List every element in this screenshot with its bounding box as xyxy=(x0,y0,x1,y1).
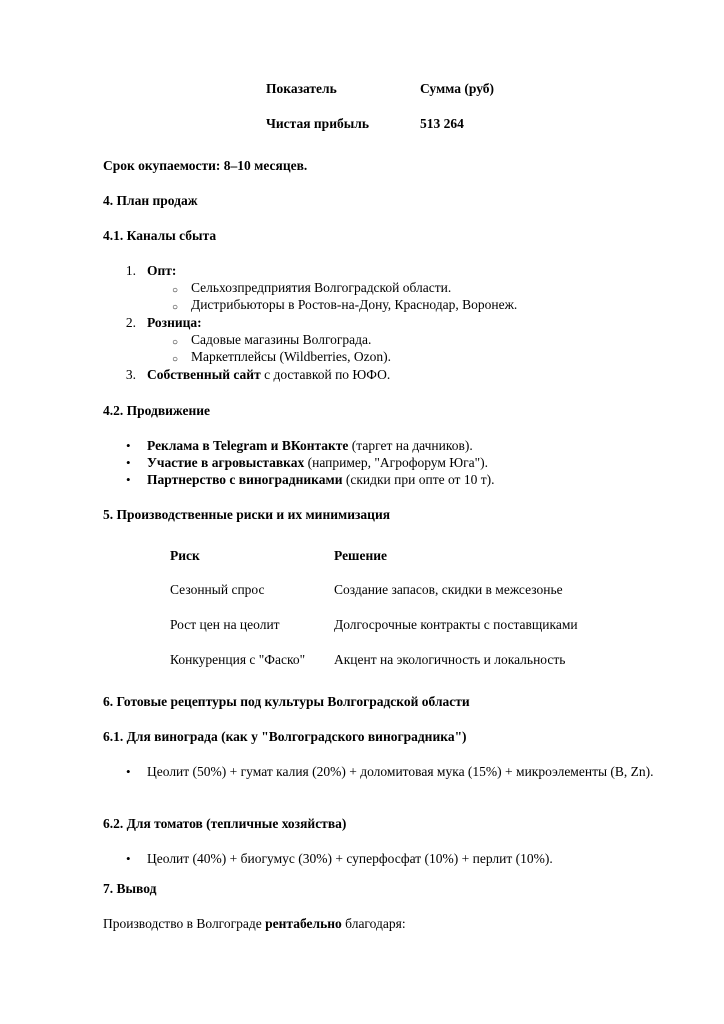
tomato-recipe-text: Цеолит (40%) + биогумус (30%) + суперфосфат (10%) + перлит (10%). xyxy=(147,851,553,866)
risk-cell: Рост цен на цеолит xyxy=(170,617,280,632)
section-6-heading: 6. Готовые рецептуры под культуры Волгоградской области xyxy=(103,694,470,709)
list-item-text: Партнерство с виноградниками (скидки при опте от 10 т). xyxy=(147,472,495,487)
grape-recipe-text: Цеолит (50%) + гумат калия (20%) + доломитовая мука (15%) + микроэлементы (B, Zn). xyxy=(147,764,654,779)
risk-cell: Сезонный спрос xyxy=(170,582,265,597)
list-item-label: Розница: xyxy=(147,315,202,330)
section-4-2-heading: 4.2. Продвижение xyxy=(103,403,211,418)
solution-cell: Создание запасов, скидки в межсезонье xyxy=(334,582,563,597)
list-item-text: Участие в агровыставках (например, "Агрофорум Юга"). xyxy=(147,455,489,470)
list-number: 2. xyxy=(125,315,136,330)
list-number: 1. xyxy=(125,263,136,278)
profit-table-header-amount: Сумма (руб) xyxy=(420,81,495,96)
section-6-2-heading: 6.2. Для томатов (тепличные хозяйства) xyxy=(103,816,347,831)
bullet-icon: • xyxy=(126,851,131,866)
risk-cell: Конкуренция с "Фаско" xyxy=(170,652,306,667)
circle-bullet-icon: ○ xyxy=(172,302,179,313)
profit-table-row-value: 513 264 xyxy=(420,116,464,131)
list-item-label: Собственный сайт с доставкой по ЮФО. xyxy=(147,367,391,382)
profit-table-header-indicator: Показатель xyxy=(266,81,337,96)
conclusion-text: Производство в Волгограде рентабельно благодаря: xyxy=(103,916,406,931)
solution-cell: Долгосрочные контракты с поставщиками xyxy=(334,617,578,632)
section-4-heading: 4. План продаж xyxy=(103,193,198,208)
solution-cell: Акцент на экологичность и локальность xyxy=(334,652,566,667)
sub-list-item-text: Садовые магазины Волгограда. xyxy=(191,332,372,347)
bullet-icon: • xyxy=(126,455,131,470)
circle-bullet-icon: ○ xyxy=(172,337,179,348)
circle-bullet-icon: ○ xyxy=(172,354,179,365)
sub-list-item-text: Маркетплейсы (Wildberries, Ozon). xyxy=(191,349,392,364)
bullet-icon: • xyxy=(126,764,131,779)
risks-table-header-risk: Риск xyxy=(170,548,200,563)
section-4-1-heading: 4.1. Каналы сбыта xyxy=(103,228,217,243)
section-7-heading: 7. Вывод xyxy=(103,881,157,896)
bullet-icon: • xyxy=(126,472,131,487)
bullet-icon: • xyxy=(126,438,131,453)
section-6-1-heading: 6.1. Для винограда (как у "Волгоградского виноградника") xyxy=(103,729,467,744)
list-item-label: Опт: xyxy=(147,263,177,278)
circle-bullet-icon: ○ xyxy=(172,285,179,296)
risks-table-header-solution: Решение xyxy=(334,548,387,563)
sub-list-item-text: Дистрибьюторы в Ростов-на-Дону, Краснодар, Воронеж. xyxy=(191,297,518,312)
list-item-text: Реклама в Telegram и ВКонтакте (таргет на дачников). xyxy=(147,438,473,453)
section-5-heading: 5. Производственные риски и их минимизация xyxy=(103,507,391,522)
sub-list-item-text: Сельхозпредприятия Волгоградской области. xyxy=(191,280,452,295)
list-number: 3. xyxy=(125,367,136,382)
profit-table-row-label: Чистая прибыль xyxy=(266,116,369,131)
payback-period: Срок окупаемости: 8–10 месяцев. xyxy=(103,158,308,173)
